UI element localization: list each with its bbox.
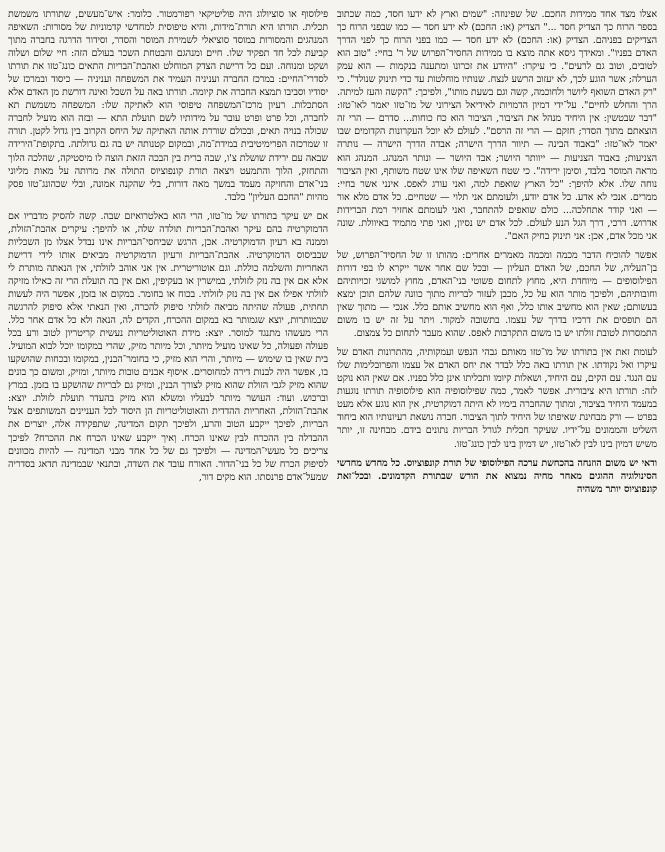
paragraph: לעומת זאת אין בתורתו של מו־טזו מאותם גבהי הנפש ועמקותיה, מהתרונות האדם של עיקרו ואל נקודתו. אין תורתו באה כלל לבדר את יחס האדם אל עצמו והפרובלימות שלו עם הנגד. עם הקים, עם היחיד, ושאלות קיומו ותכליתו אינן כלל בפניו. אם שאין הוא נוקט לזה: תורתו היא ציבורית. אפשר לאמר, כמה שפילוסופיה הוא פילוסופיה תורתו נוגעות במעמד היחיד בציבור, ומתוך שהחברה בימיו לא היתה דמוקרטית, אין הוא נוגע אלא מעט בפרט — ורק מבחינת שאיפתו של היחיד לתוך הציבור. חברה נושאת רעיונותיו הוא ביחוד השליט והממונים על־ידיו. שעיקר חבלית לגורל הבריות נתונים בידם. מבחינה זו, יותר משיש דמיון בינו לבין לאו־טזו, יש דמיון בינו לבין כונג־טזו. [337, 347, 657, 450]
paragraph: אפשר להוכיח הדבר מכמה ומכמה מאמרים אחרים: מהותו זו של החסיד־הפרוש, של בן־העליה, של החכם, של האדם העליון — ובכל שם אחר אשר ייקרא לו בפי דורות הפילוסופים — מיוחדת היא, מחוץ לתחום פשוטי בני־האדם, מחוץ למושגי זכויותיהם וחובותיהם, ולפיכך מותר הוא על כל, מכבן לעזור לבריות מתוך כוונה שלהם תוכן ימצא בעשותם; שאין הוא מחשיב אותו כלל, ואף הוא מחשיב אותם כלל. אנכי — מתוך שאין הם תופסים את דרכיו בדרך של עצמו. בתשובה למקור. ויתר על זה יש בו משום התמסרות לטובת זולתו יש בו משום התקרבות לאפס. שהוא מעבר לתחום כל צמצום. [337, 249, 657, 340]
paragraph: אצלו מצד אחד ממידות החכם. של שפינוזה: "שמים וארץ לא ידעו חסד, כמה שכתוב בספר הרוח כך הצדיק חסד ..." הצדיק (או: החכם) לא ידע חסד — כמו שבפני הרוח כך הצדיקים בפניהם. הצדיק (או: החכם) לא ידע חסד — כמו בפני הרוח כך לפני הדרך האדם בפניו". ומאידך גיסא אתה מוצא בו ממידות החסיד־הפרוש של ר' בחיי: "טוב הוא לטובים, וטוב גם לרעים". כי עיקרו: "היודע את זכרונו ומתענה בנקמות — הוא עמק הערלה; אשר הוגע לכך, לא יעזוב הרשע לנצח. שנותיו מוחלטות עד כדי תינוק שנולד". כי "רק האדם השואף ליושר ולחוכמה, קשה וגם בשעת מותו", ולפיכך: "הקשה והעז למיתה. הרך והחלש לחיים". על־ידי דמיון הדמויות לאידיאל הצירוני של מו־טזו יאמר לאו־טזו: "דבר שבטשין: אין היחיד מנהל את הציבור, הציבור הוא כח כוחות... סדרם — הרי זה הוצאתם מתוך הסדר; חזקם — הרי זה הרסם". לעולם לא יוכל העקרונות הקדומים שבו יאמר לאו־טזו: "באבוד הבינה — תיוור הדרך הישרה; אבדה הדרך הישרה — נותרה הצניעות; באבוד הצניעות — ייוותר היושר; אבד היושר — ונותר המנהג. המנהג הוא מראה המוסר בלבד, וסימן ירידה". כי שטח השאיפה שלו אינו שטח משותף, ואין הציבור נוחה שלו. אלא להיפך: "כל הארץ שואפת למה, ואני עורג לאפס. אינני אשר בחיי: ממרים. אנכי לא אדע. כל אדם יודע, ולעומתם אני תלוי — שטחיים. כל אדם מלא אור — ואני קודר אתחלכה... כולם שואפים להתחבר, ואני לעומתם אחזיר רמת הברידות אדרוש. דרכי, דרך הגל הנע לעולם. לכל אדם יש נסיון, ואני פתי מתמיד באיוולת. שונה אני מכל אדם, אכן: אני תינוק בחיק האם". [337, 9, 657, 242]
paragraph: אם יש עיקר בתורתו של מו־טזו, הרי הוא באלטרואיזם שבה. קשה להסיק מדבריו אם הדמוקרטיה בהם עיקר ואהבת־הבריות תולדה שלה, או להיפך: עיקרים אהבת־הזולת, וממנה בא רעיון הדמוקרטיה. אכן, הרגש שביחסי־הבריות אינו נבדל אצלו מן השכליות שבביסוס הדמוקרטיה. אהבת־הבריות ורעיון הדמוקרטיה מביאים אותו לידי דרישת האחריות והשלמה כוללת. וגם אוטוריטרית. אין אני אוהב לזולתי, אין הנאתה מותרת לי אלא אם אין בה נזק לזולתי, במישרין או בעקיפין, ואם אין בה תועלת הרי זה כאילו מזיקה לזולתי אפילו אם אין בה נזק לזולתי. בכוח או בחומר. במקום או בזמן, אפשר היה לעשות תחתית, פעולה שהיתה מביאה לזולתי סיפוק להכרה, ואין הנאתי אלא סיפוק להרגשה שבמותרות, יוצא שגמותר בא במקום ההכרח, הקדים לה, הנאה ולא כל אדם אחר כלל. הרי מעשהו מתנגד למוסר. יוצא: מידת האוטוליטריות נעשית קריטריון לטוב ורע בכל פעולה ופעולה, כל שאינו מועיל מיותר, וכל מיותר מזיק, שהרי במקומו יוכל לבוא המועיל. בית שאין בו שימוש — מיותר, והרי הוא מזיק, כי בחומר־הבנין, במקומו ובכחות שהושקעו בו, אפשר היה לבנות דירה למחוסרים. איסוף אבנים טובות מיותר, ומזיק, ומשום כך בונים שהוא מזיק לגבי הזולת שהוא מזיק לצורך הבנין, ומזיק גם לבריות שהושקע בו בזמן. במרץ וברכוש. ועוד: העושר מיותר לבעליו ומשלא הוא מזיק בהעדר תועלת לזולת. יוצא: אהבת־הזולת, האחריות ההדדית והאוטוליטריות הן היסוד לכל העניינים המשותפים אצל הבריות, לפיכך ייקבע הטוב והרע, ולפיכך תקום המדינה, שתפקידה אלה, יוצרים את ההבדלה בין ההכרח לבין שאינו הכרח. וְאיך ייקבע שאינו הכרח את ההכרח? לפיכך צריכים כל מעשי־המדינה — ולפיכך גם של כל אחד מבני המדינה — להיות מכוונים לסיפוק הכרח של כל בני־הדור. האורח עובד את השדה, ובתנאי שבמדינה תדאג בסדריה שמעל־אדם פרנסתו. הוא מקים דור, [8, 210, 328, 483]
paragraph: ודאי יש משום הוזנחה בהכחשת ערכה הפילוסופי של תורת קונפוציוס. כל מחדש מחדשי הסינולוגיה ההוגים מאחר מחיה נמצוא את הורש שבתורת הקדמונים. ובכל־זאת קונפוציוס יותר משהיה [337, 457, 657, 495]
right-column [337, 8, 657, 844]
left-column [8, 8, 328, 844]
paragraph: פילוסוף או סוציולוג היה פוליטיקאי רפורמטור. כלומר: איש־מעשים, שתורתו משמשת תכלית. תורתו היא תורת־מידות, והיא טיפוסית למחדשי קדמוניות של מסורות: השאיפה המנהגים והמסורות במוסד סוציאלי לשמירת המוסר והסדר, וסידור הדרגה בחברה מתוך קביעת לכל חד תפקיד שלו. חיים ומנהגם והבטחת השכר בעולם הזה: חיי שלום ושלוה ושקט ומנוחה. ועם כל דרישת הצדק המוחלט ואהבת־הבריות התאים כונג־טזו את תורתו לסדרי־החיים: במרכז החברה ועניניה העמיד את המשפחה ועניניה — כיסוד ובמרכז של יסודיו וסביבו תמצא החברה את קיומה. תורתו באה על השכל ואינה דורשת מן האדם אלא הסתכלות. רעיון מרכז־המשפחה טיפוסי הוא לאתיקה שלו: המשפחה משמשת תא לחברה, וכל פרט ופרט עובר על מידותיו לשם תועלת התא — ובזה הוא מועיל לחברה שכולה בנויה תאים, ובכולם שוררת אותה האתיקה של היחס הקרוב בין גדול לקטן. תורה זו שמרכזה הפרימיטיבית במידת־מה, ובמקום קטנותה יש בה גם גדולתה. בתקופת־הירידה שבאה עם ירידת שושלת צ'ו, שבה ברית בין הבכה הזאת הוצה לו מיסטיקה, שהלכה הלוך והתחזק, הלוך והתמעט ויצאה תורת קונפוציוס התולה את מרותה על מאות מליוני בני־אדם והחזיקה מעמד במשך מאה דורות, בלי שהקנה אמונה, ובלי שכהונג־טזו פסק מהיות "החכם העליון" בלבד. [8, 9, 328, 203]
two-column-layout [8, 8, 657, 844]
